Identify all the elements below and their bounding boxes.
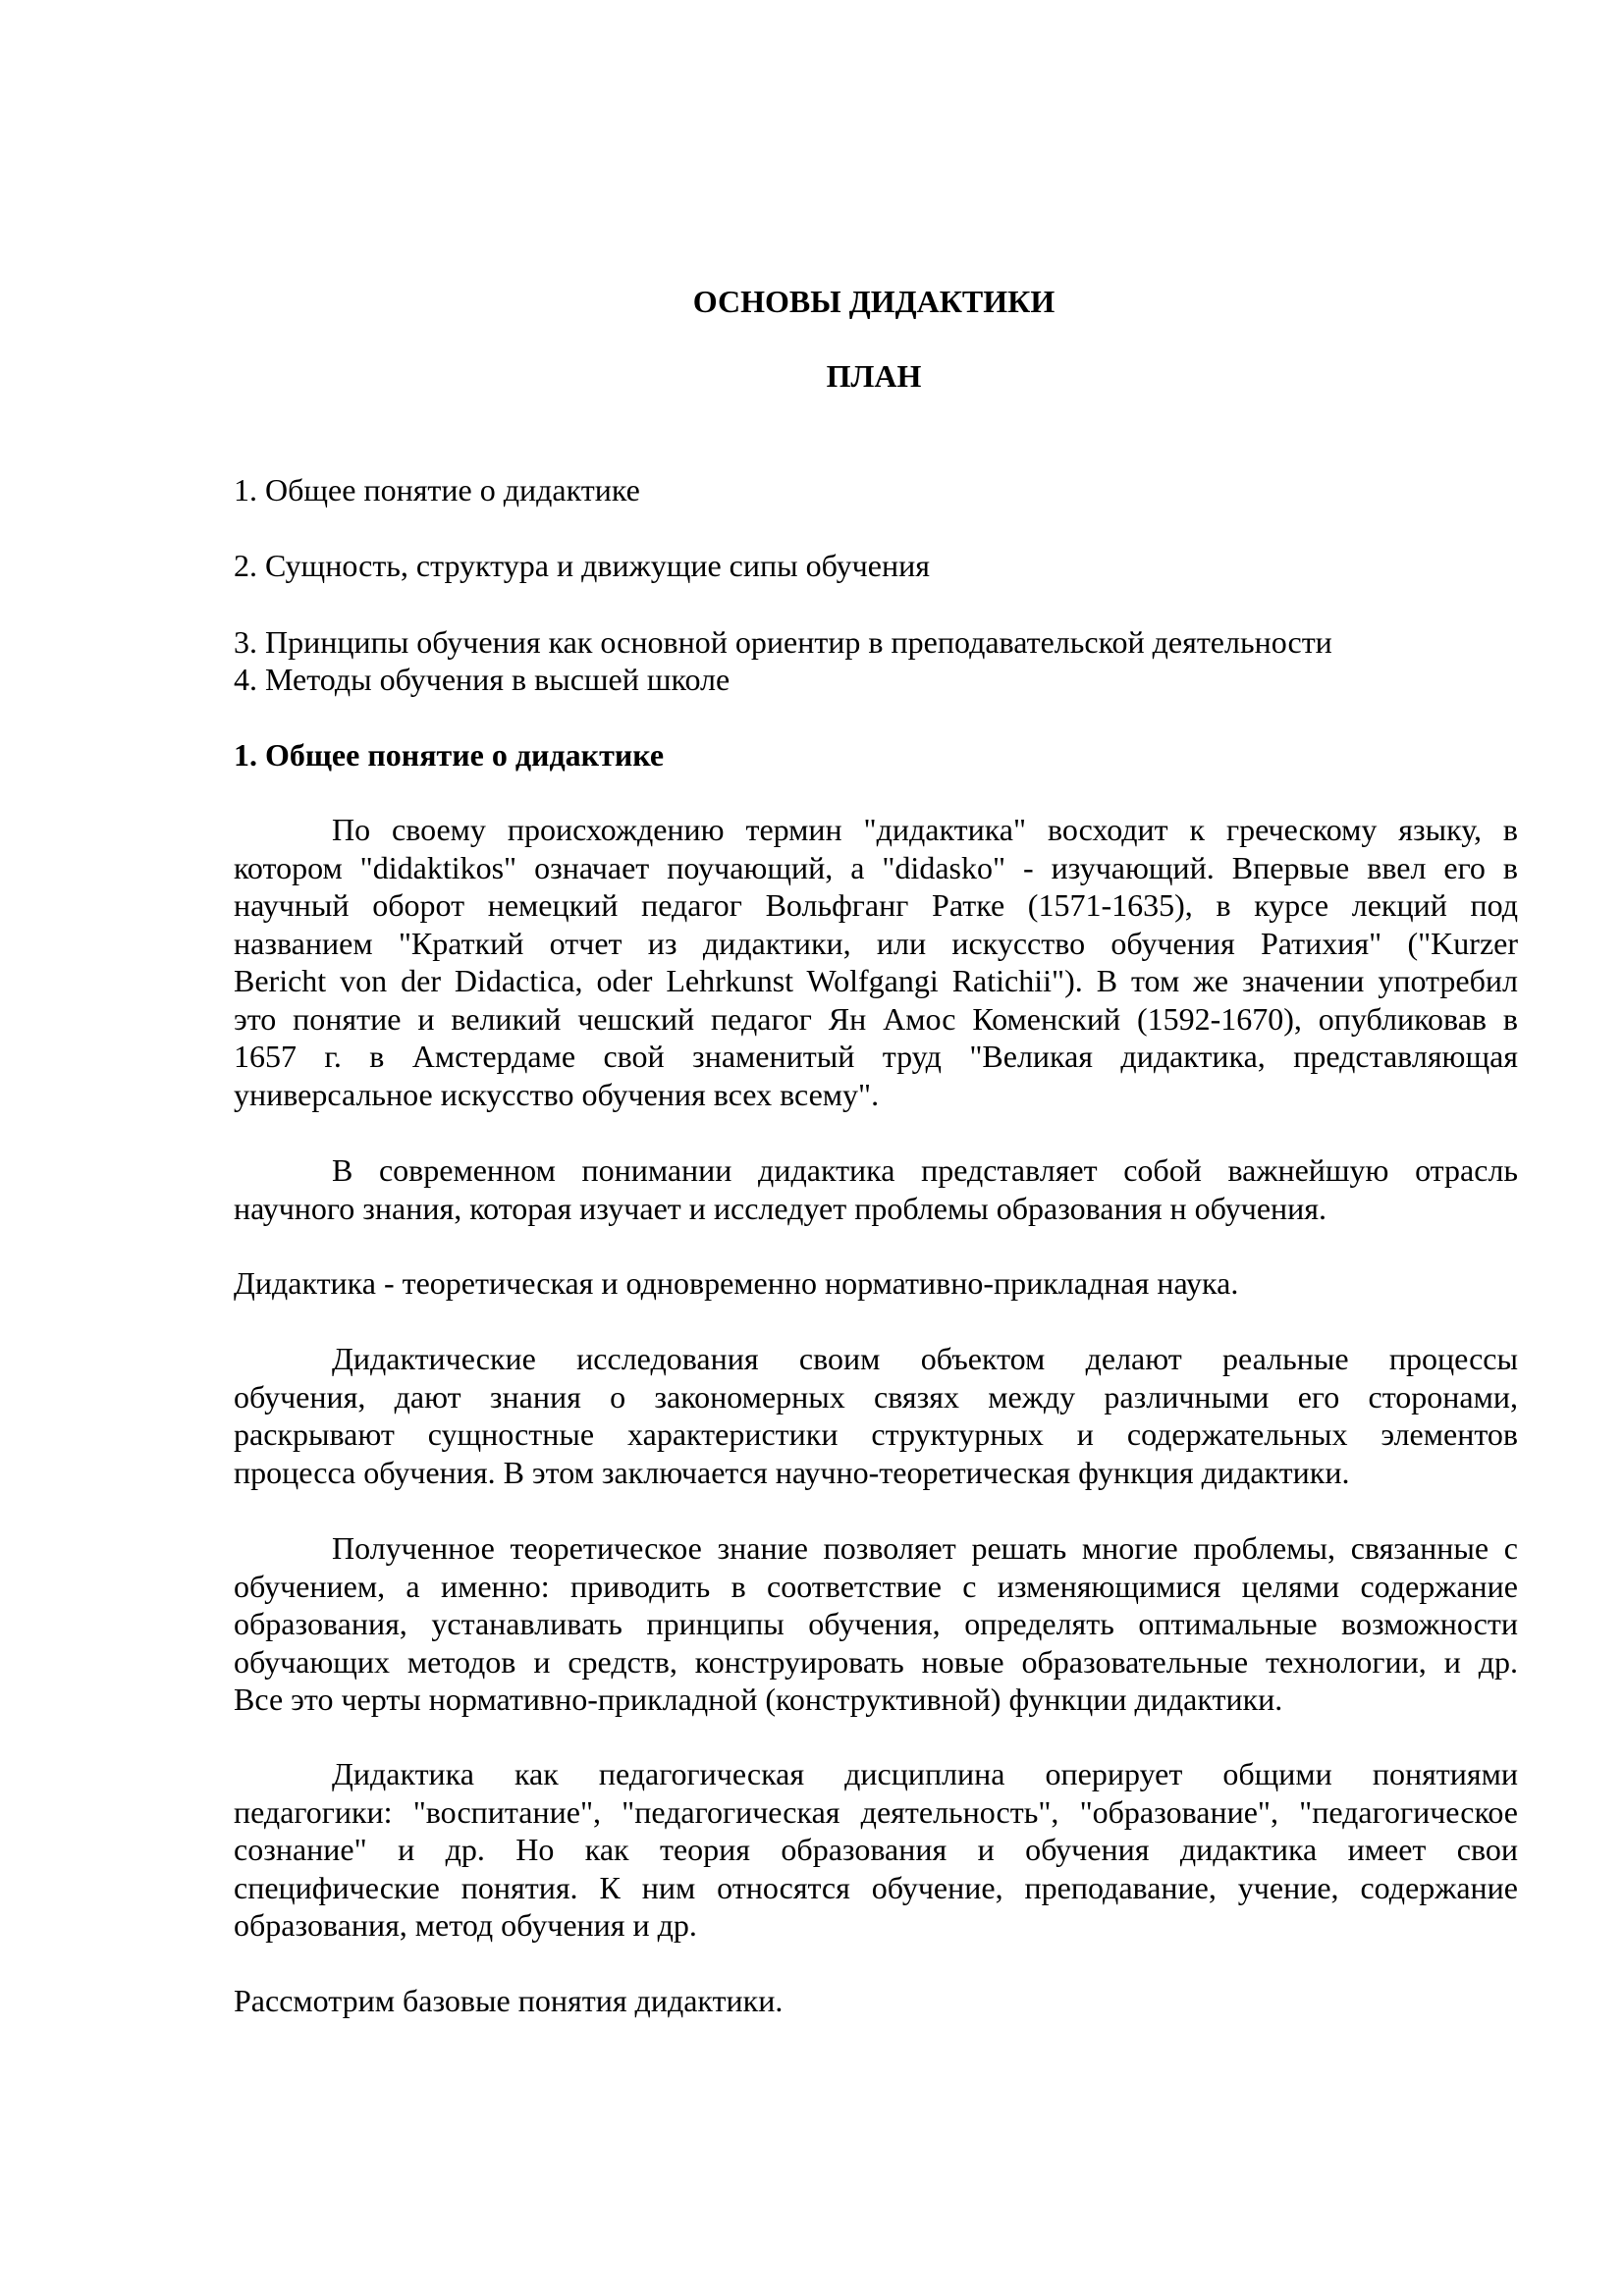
- paragraph-line: сознание" и др. Но как теория образования и обучения дидактика имеет свои: [234, 1832, 1518, 1867]
- paragraph-etymology: [234, 811, 1518, 1113]
- paragraph-line: процесса обучения. В этом заключается научно-теоретическая функция дидактики.: [234, 1454, 1350, 1490]
- paragraph-applied-function: [234, 1529, 1518, 1719]
- paragraph-line: Полученное теоретическое знание позволяет решать многие проблемы, связанные с: [332, 1530, 1518, 1566]
- plan-item: 1. Общее понятие о дидактике: [234, 472, 640, 507]
- paragraph-line: образования, метод обучения и др.: [234, 1907, 697, 1943]
- paragraph-line: Bericht von der Didactica, oder Lehrkunst Wolfgangi Ratichii"). В том же значении употребил: [234, 963, 1518, 998]
- paragraph-research: [234, 1340, 1518, 1491]
- paragraph-line: По своему происхождению термин "дидактика" восходит к греческому языку, в: [332, 812, 1518, 847]
- paragraph-line: научного знания, которая изучает и исследует проблемы образования н обучения.: [234, 1190, 1326, 1226]
- paragraph-line: научный оборот немецкий педагог Вольфганг Ратке (1571-1635), в курсе лекций под: [234, 887, 1518, 923]
- section-heading: 1. Общее понятие о дидактике: [234, 737, 665, 773]
- plan-item: 4. Методы обучения в высшей школе: [234, 662, 731, 697]
- paragraph-line: раскрывают сущностные характеристики структурных и содержательных элементов: [234, 1416, 1518, 1452]
- plan-heading: ПЛАН: [826, 358, 922, 394]
- plan-item: 3. Принципы обучения как основной ориентир в преподавательской деятельности: [234, 624, 1332, 660]
- paragraph-line: универсальное искусство обучения всех всему".: [234, 1076, 880, 1112]
- paragraph-concepts: [234, 1755, 1518, 1945]
- paragraph-line: обучением, а именно: приводить в соответствие с изменяющимися целями содержание: [234, 1568, 1518, 1604]
- paragraph-modern-understanding: [234, 1151, 1518, 1227]
- document-title: ОСНОВЫ ДИДАКТИКИ: [692, 284, 1056, 319]
- paragraph-line: В современном понимании дидактика представляет собой важнейшую отрасль: [332, 1152, 1518, 1188]
- paragraph-definition: [234, 1264, 1518, 1303]
- paragraph-line: обучения, дают знания о закономерных связях между различными его сторонами,: [234, 1378, 1518, 1415]
- paragraph-line: специфические понятия. К ним относятся обучение, преподавание, учение, содержание: [234, 1869, 1518, 1905]
- paragraph-line: это понятие и великий чешский педагог Ян Амос Коменский (1592-1670), опубликовав в: [234, 1000, 1518, 1037]
- paragraph-line: Дидактические исследования своим объектом делают реальные процессы: [332, 1341, 1518, 1376]
- paragraph-line: 1657 г. в Амстердаме свой знаменитый труд "Великая дидактика, представляющая: [234, 1039, 1518, 1074]
- paragraph-closing: [234, 1982, 1518, 2020]
- paragraph-line: котором "didaktikos" означает поучающий, а "didasko" - изучающий. Впервые ввел его в: [234, 849, 1518, 885]
- paragraph-line: названием "Краткий отчет из дидактики, или искусство обучения Ратихия" ("Kurzer: [234, 925, 1518, 961]
- paragraph-line: Дидактика - теоретическая и одновременно нормативно-прикладная наука.: [234, 1265, 1239, 1301]
- paragraph-line: обучающих методов и средств, конструировать новые образовательные технологии, и др.: [234, 1643, 1518, 1680]
- paragraph-line: педагогики: "воспитание", "педагогическая деятельность", "образование", "педагогическое: [234, 1793, 1518, 1830]
- paragraph-line: Все это черты нормативно-прикладной (конструктивной) функции дидактики.: [234, 1682, 1283, 1717]
- paragraph-line: Рассмотрим базовые понятия дидактики.: [234, 1983, 784, 2018]
- paragraph-line: Дидактика как педагогическая дисциплина оперирует общими понятиями: [332, 1756, 1518, 1791]
- paragraph-line: образования, устанавливать принципы обучения, определять оптимальные возможности: [234, 1606, 1518, 1641]
- plan-item: 2. Сущность, структура и движущие сипы обучения: [234, 548, 930, 583]
